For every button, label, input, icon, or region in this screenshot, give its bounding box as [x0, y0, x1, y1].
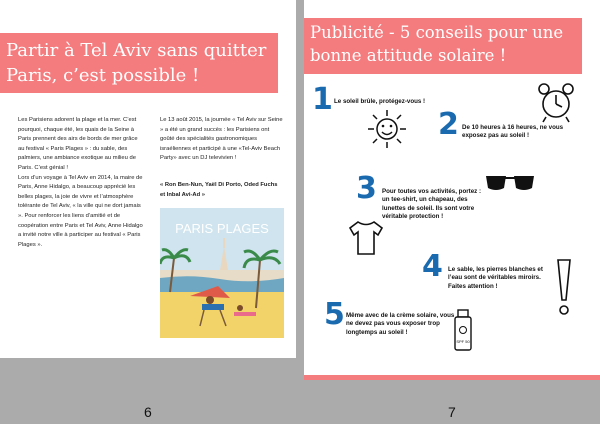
tip-4-number: 4 — [422, 249, 443, 284]
left-article-paragraph-3: Le 13 août 2015, la journée « Tel Aviv sur Seine » a été un grand succès : les Parisiens ont goûté des spécialités gastronomiques israéliennes et participé à une «Tel-Aviv Beach Party» avec un DJ televivien ! — [160, 117, 283, 162]
tip-5-text: Même avec de la crème solaire, vous ne devez pas vous exposer trop longtemps au soleil ! — [346, 312, 455, 336]
sunglasses-icon — [484, 172, 536, 194]
left-page-title: Partir à Tel Aviv sans quitter Paris, c’est possible ! — [0, 33, 278, 93]
tip-3-text: Pour toutes vos activités, portez : un tee-shirt, un chapeau, des lunettes de soleil. Ils sont votre véritable protection ! — [382, 188, 482, 221]
left-article-authors: « Ron Ben-Nun, Yaël Di Porto, Oded Fuchs et Inbal Avi-Ad » — [160, 182, 278, 198]
right-page-bottom-bar — [304, 375, 600, 380]
tip-3-number: 3 — [356, 171, 377, 206]
exclamation-icon — [554, 258, 574, 318]
right-page-title: Publicité - 5 conseils pour une bonne attitude solaire ! — [304, 18, 582, 74]
left-article-paragraph-2: Lors d’un voyage à Tel Aviv en 2014, la maire de Paris, Anne Hidalgo, a beaucoup apprécié les belles plages, la joie de vivre et l’atmosphère tolérante de Tel Aviv, « la ville qui ne dort jamais ». Pour renforcer les liens d’amitié et de coopération entre Paris et Tel Aviv, Anne Hidalgo a invité notre ville à participer au festival « Paris Plages ». — [18, 174, 143, 248]
left-article-paragraph-1: Les Parisiens adorent la plage et la mer. C’est pourquoi, chaque été, les quais de la Seine à Paris prennent des airs de bords de mer grâce au festival « Paris Plages » : du sable, des palmiers, une ambiance exotique au milieu de Paris. C’est génial ! — [18, 117, 138, 171]
tshirt-icon — [346, 218, 386, 258]
tip-1-number: 1 — [312, 82, 333, 117]
tip-1-text: Le soleil brûle, protégez-vous ! — [334, 98, 426, 105]
paris-plages-poster — [160, 208, 284, 338]
paris-plages-illustration — [160, 208, 284, 338]
right-page-number: 7 — [448, 404, 456, 420]
sunscreen-bottle-icon — [452, 308, 474, 352]
bottle-label: SPF 50 — [456, 339, 470, 344]
page-gutter — [296, 0, 304, 424]
tip-2-number: 2 — [438, 107, 459, 142]
sun-icon — [366, 108, 408, 150]
left-article-column-2 — [160, 116, 284, 164]
poster-title: PARIS PLAGES — [175, 221, 269, 236]
tip-5-number: 5 — [324, 297, 345, 332]
left-article-column-1 — [18, 116, 144, 250]
alarm-clock-icon — [536, 80, 576, 124]
tip-4-text: Le sable, les pierres blanches et l’eau sont de véritables miroirs. Faites attention ! — [448, 266, 543, 290]
left-page-number: 6 — [144, 404, 152, 420]
tip-2-text: De 10 heures à 16 heures, ne vous exposez pas au soleil ! — [462, 124, 564, 140]
